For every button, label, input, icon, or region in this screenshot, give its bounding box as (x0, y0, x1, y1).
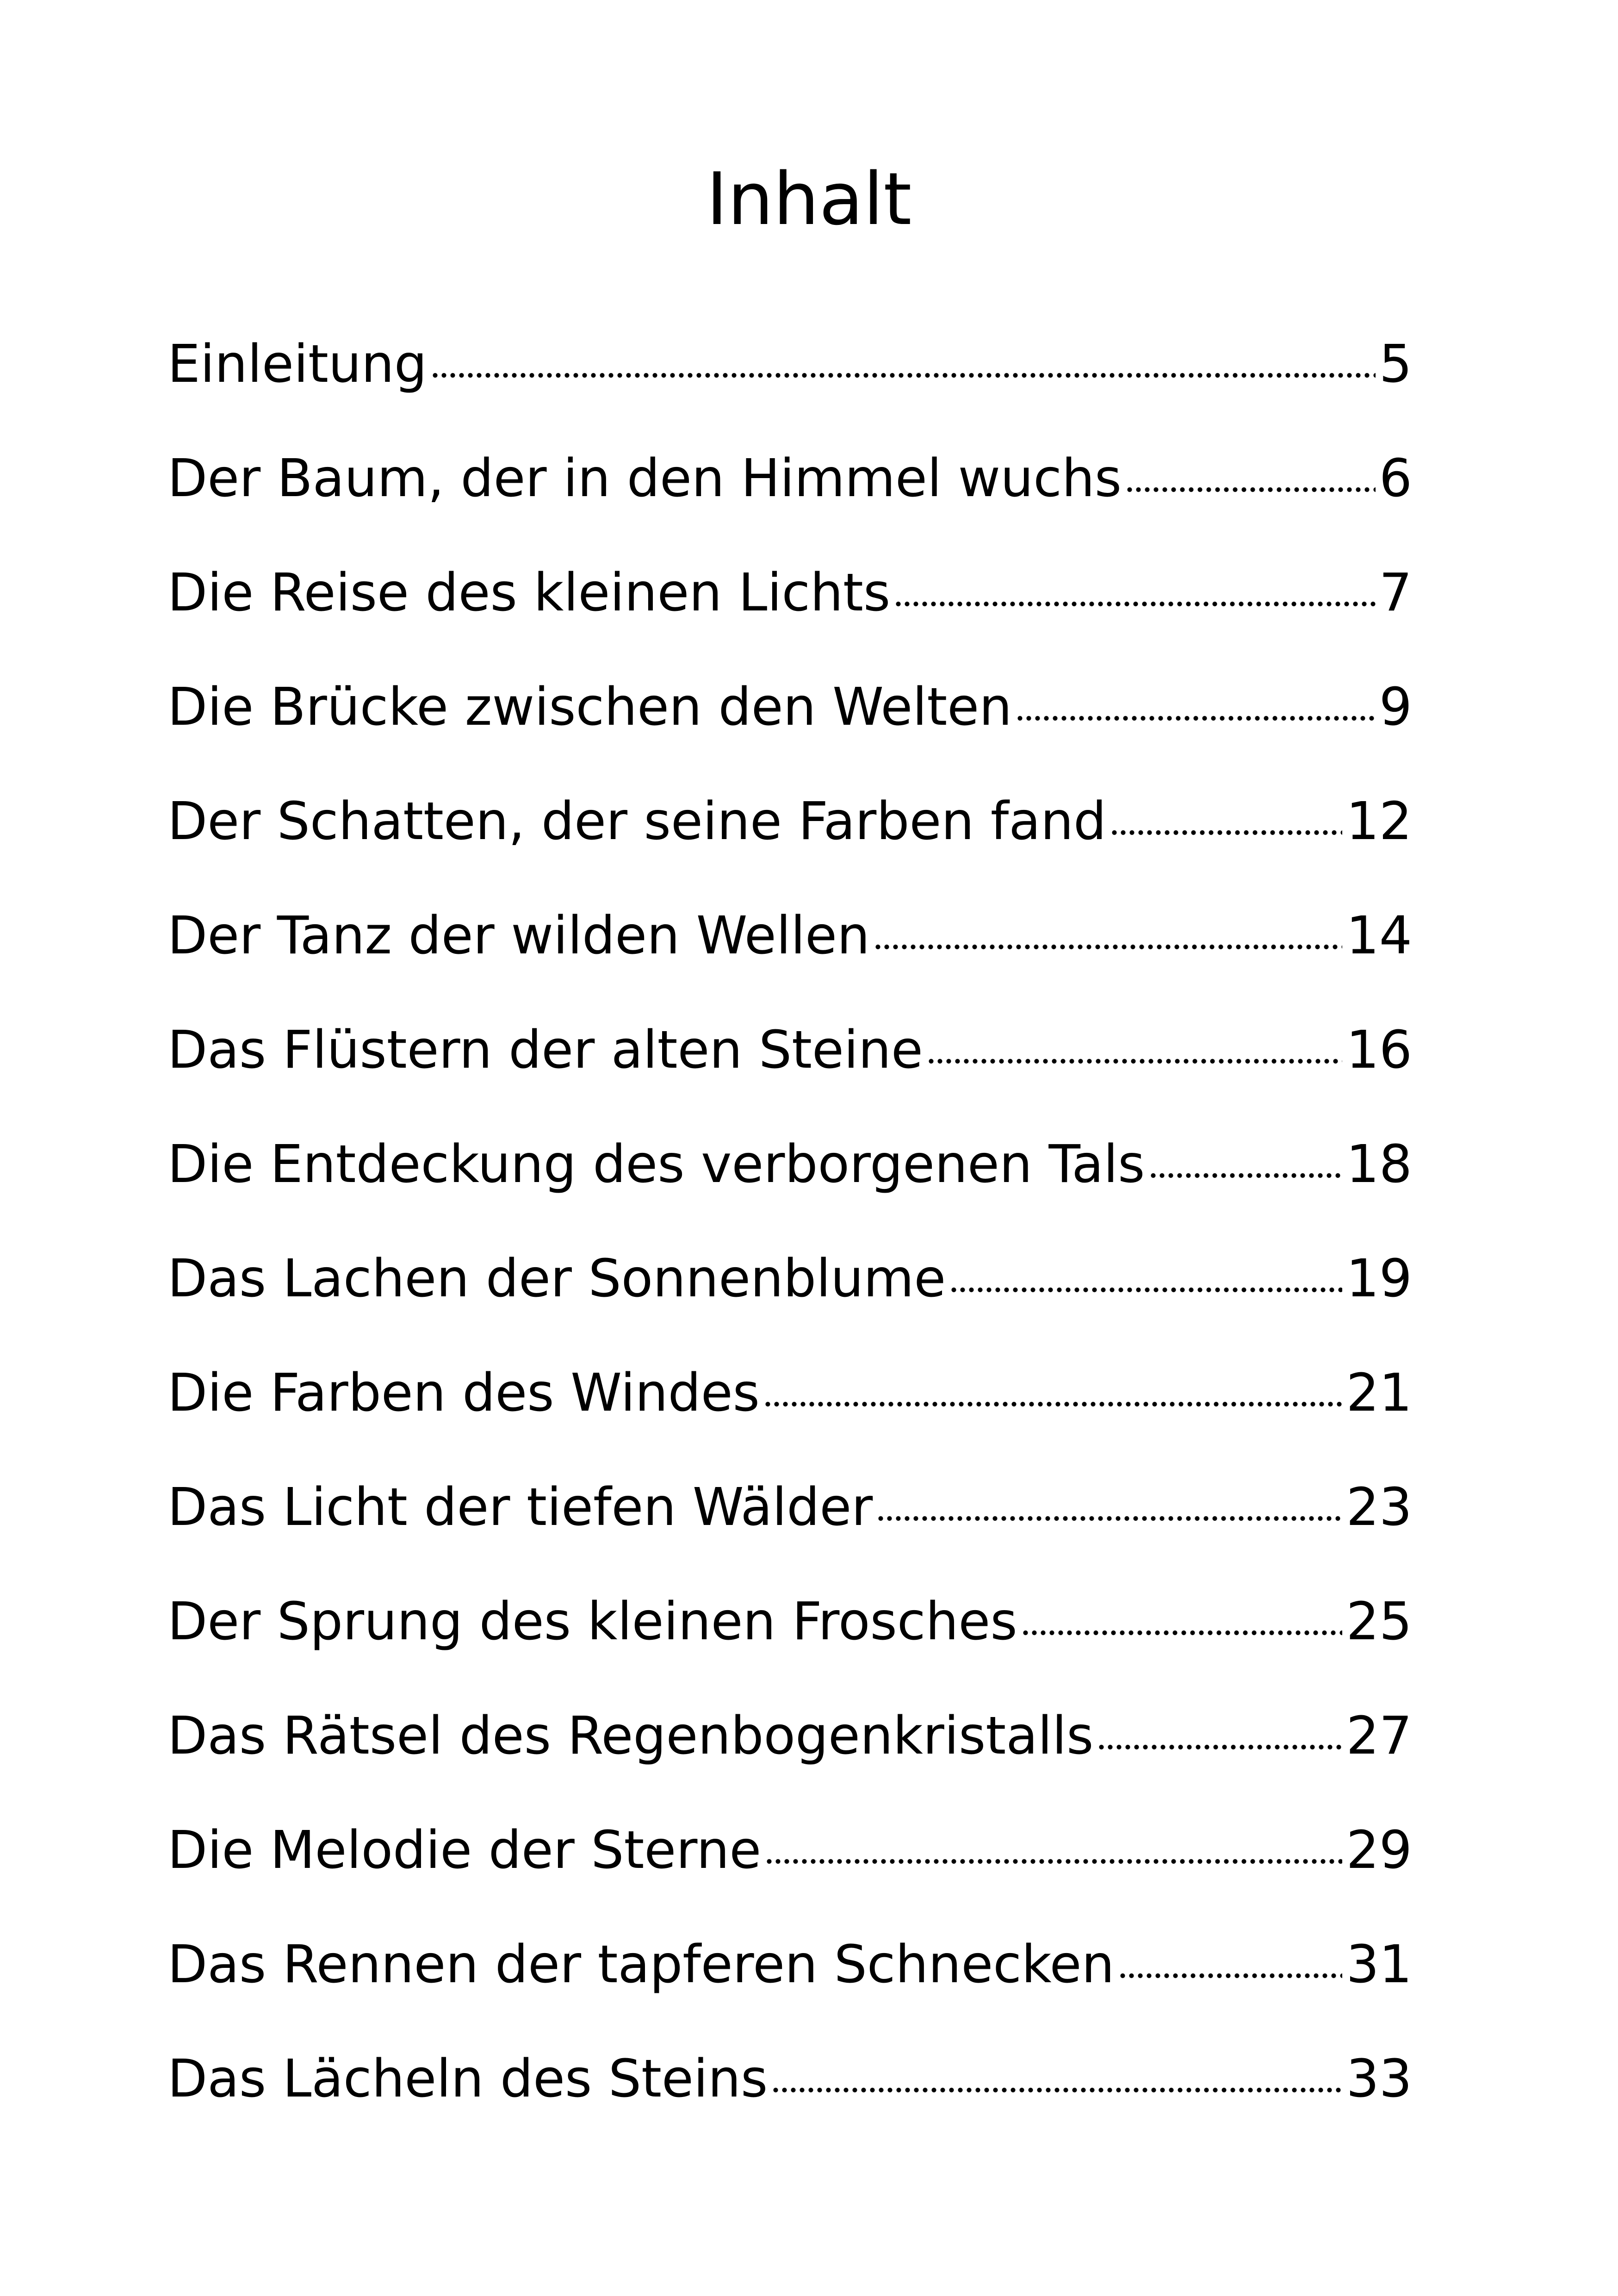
toc-entry-title: Die Brücke zwischen den Welten (167, 677, 1012, 737)
toc-entry (167, 2022, 1412, 2136)
toc-entry-page-number: 9 (1379, 677, 1412, 737)
toc-entry-page-number: 12 (1346, 791, 1412, 852)
toc-entry-page-number: 23 (1346, 1477, 1412, 1537)
toc-entry-page-number: 33 (1346, 2049, 1412, 2109)
toc-entry (167, 1222, 1412, 1336)
dot-leader (1149, 1171, 1343, 1180)
toc-entry (167, 765, 1412, 879)
dot-leader (765, 1857, 1342, 1866)
table-of-contents (167, 307, 1412, 2136)
toc-entry-page-number: 14 (1346, 906, 1412, 966)
dot-leader (1097, 1742, 1342, 1752)
dot-leader (1118, 1971, 1343, 1980)
toc-entry (167, 422, 1412, 536)
dot-leader (876, 1514, 1342, 1523)
page-title: Inhalt (706, 157, 912, 241)
toc-entry-title: Der Baum, der in den Himmel wuchs (167, 448, 1122, 509)
toc-entry-page-number: 6 (1379, 448, 1412, 509)
toc-entry-title: Das Lächeln des Steins (167, 2049, 768, 2109)
dot-leader (894, 599, 1375, 609)
toc-entry (167, 307, 1412, 422)
toc-entry-page-number: 29 (1346, 1820, 1412, 1880)
dot-leader (1016, 714, 1376, 723)
dot-leader (949, 1285, 1342, 1294)
toc-entry (167, 879, 1412, 993)
dot-leader (771, 2085, 1342, 2095)
toc-entry-title: Das Licht der tiefen Wälder (167, 1477, 873, 1537)
toc-entry-title: Die Melodie der Sterne (167, 1820, 762, 1880)
toc-entry-page-number: 19 (1346, 1249, 1412, 1309)
dot-leader (874, 942, 1343, 952)
toc-entry (167, 1565, 1412, 1679)
toc-entry-page-number: 5 (1379, 334, 1412, 394)
dot-leader (431, 371, 1376, 380)
toc-entry-page-number: 25 (1346, 1592, 1412, 1652)
toc-entry-title: Das Flüstern der alten Steine (167, 1020, 923, 1080)
dot-leader (1110, 828, 1342, 837)
toc-entry-title: Einleitung (167, 334, 427, 394)
toc-entry-title: Der Sprung des kleinen Frosches (167, 1592, 1017, 1652)
toc-entry-title: Der Tanz der wilden Wellen (167, 906, 870, 966)
dot-leader (1125, 485, 1376, 494)
toc-entry-title: Der Schatten, der seine Farben fand (167, 791, 1107, 852)
toc-entry-page-number: 7 (1379, 563, 1412, 623)
toc-entry (167, 993, 1412, 1108)
toc-entry-title: Das Rennen der tapferen Schnecken (167, 1935, 1115, 1995)
toc-entry (167, 536, 1412, 650)
toc-entry (167, 1908, 1412, 2022)
toc-entry (167, 1450, 1412, 1565)
toc-entry-page-number: 27 (1346, 1706, 1412, 1766)
dot-leader (927, 1057, 1343, 1066)
toc-entry-title: Die Entdeckung des verborgenen Tals (167, 1134, 1145, 1195)
toc-entry (167, 650, 1412, 765)
toc-entry (167, 1793, 1412, 1908)
dot-leader (1021, 1628, 1343, 1637)
toc-entry-title: Die Reise des kleinen Lichts (167, 563, 891, 623)
toc-entry-page-number: 21 (1346, 1363, 1412, 1423)
toc-entry (167, 1108, 1412, 1222)
toc-entry (167, 1679, 1412, 1793)
toc-entry-page-number: 16 (1346, 1020, 1412, 1080)
toc-entry-title: Das Lachen der Sonnenblume (167, 1249, 946, 1309)
toc-entry-title: Das Rätsel des Regenbogenkristalls (167, 1706, 1094, 1766)
dot-leader (763, 1400, 1343, 1409)
toc-entry-page-number: 31 (1346, 1935, 1412, 1995)
toc-entry (167, 1336, 1412, 1450)
toc-entry-page-number: 18 (1346, 1134, 1412, 1195)
toc-entry-title: Die Farben des Windes (167, 1363, 760, 1423)
